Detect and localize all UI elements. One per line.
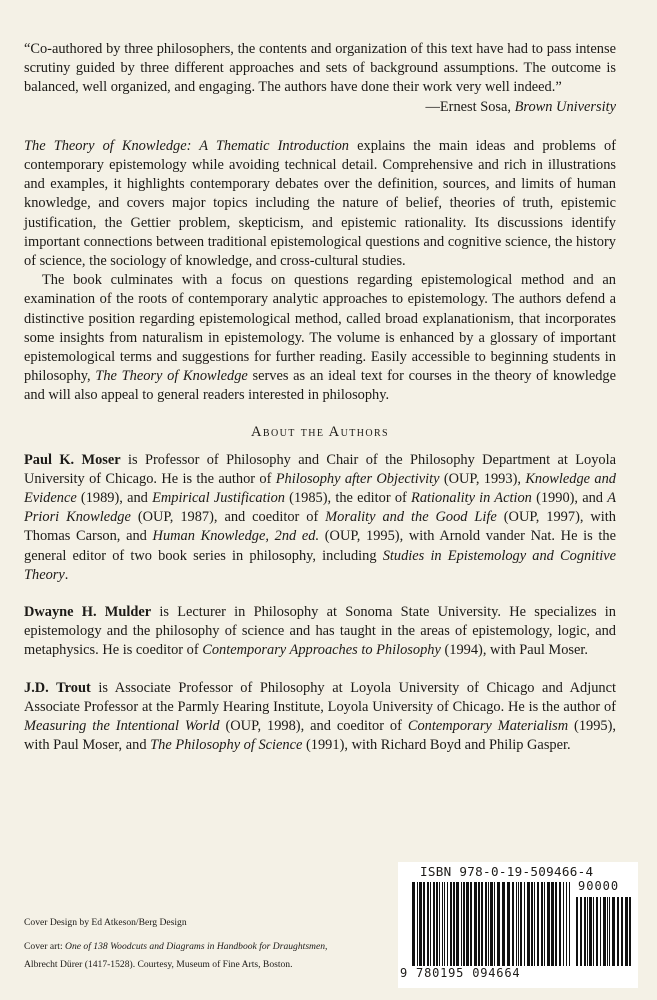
barcode-bar	[555, 882, 557, 966]
barcode-bar	[456, 882, 459, 966]
barcode-bar	[419, 882, 422, 966]
barcode-bar	[596, 897, 598, 966]
barcode-bar	[470, 882, 472, 966]
barcode-bar	[609, 897, 610, 966]
barcode-bar	[423, 882, 425, 966]
cover-credits	[24, 914, 384, 974]
barcode-bar	[612, 897, 615, 966]
barcode-bar	[512, 882, 514, 966]
cover-art-attribution: Albrecht Dürer (1417-1528). Courtesy, Museum of Fine Arts, Boston.	[24, 959, 293, 970]
barcode-bar	[547, 882, 550, 966]
author-bio-mulder: Dwayne H. Mulder is Lecturer in Philosophy at Sonoma State University. He specializes in epistemology and the philosophy of science and has taught in the areas of epistemology, logic, and metaphysics. He is coeditor of Contemporary Approaches to Philosophy (1994), with Paul Moser.	[24, 604, 616, 659]
book-title: The Theory of Knowledge: A Thematic Introduction	[24, 137, 350, 154]
barcode-bar	[430, 882, 431, 966]
barcode-bar	[488, 882, 489, 966]
barcode-bar	[412, 882, 415, 966]
barcode-bar	[563, 882, 564, 966]
price-code: 90000	[578, 879, 620, 893]
barcode-bar	[444, 882, 445, 966]
barcode-bar	[537, 882, 539, 966]
barcode-bars	[412, 882, 570, 966]
barcode-bar	[580, 897, 582, 966]
author-name: Paul K. Moser	[24, 451, 121, 468]
barcode-bar	[541, 882, 543, 966]
barcode-bar	[531, 882, 533, 966]
barcode-bar	[629, 897, 631, 966]
about-authors-heading: About the Authors	[250, 423, 390, 440]
description-paragraph-2: The book culminates with a focus on questions regarding epistemological method and an examination of the roots of contemporary analytic approaches to epistemology. The authors defend a distinctive position regarding epistemological method, called broad explanationism, that incorporates some insights from naturalism in epistemology. The volume is enhanced by a glossary of important epistemological terms and suggestions for further reading. Easily accessible to beginning students in philosophy, The Theory of Knowledge serves as an ideal text for courses in the theory of knowledge and will also appeal to general readers interested in philosophy.	[24, 272, 616, 404]
blurb-attribution: —Ernest Sosa, Brown University	[425, 98, 616, 115]
barcode-bar	[447, 882, 448, 966]
barcode-bar	[485, 882, 487, 966]
barcode-bar	[559, 882, 561, 966]
barcode-bar	[461, 882, 462, 966]
barcode-bar	[497, 882, 500, 966]
barcode-bar	[442, 882, 443, 966]
barcode-bar	[566, 882, 567, 966]
ean-number: 9 780195 094664	[400, 966, 521, 980]
blurb-quote: “Co-authored by three philosophers, the contents and organization of this text have had to pass intense scrutiny guided by three different approaches and sets of background assumptions. The outcome is balanced, well organized, and engaging. The authors have done their work very well indeed.” —Ernest Sosa, Brown University	[24, 40, 616, 117]
barcode-bar	[427, 882, 429, 966]
barcode-bar	[587, 897, 588, 966]
barcode-bar	[534, 882, 535, 966]
barcode-addon-bars	[576, 897, 632, 966]
barcode-bar	[481, 882, 483, 966]
barcode-bar	[544, 882, 545, 966]
barcode-bar	[524, 882, 525, 966]
barcode-bar	[439, 882, 440, 966]
barcode-bar	[593, 897, 594, 966]
barcode-bar	[589, 897, 592, 966]
barcode-bar	[436, 882, 438, 966]
barcode-bar	[603, 897, 606, 966]
barcode-bar	[621, 897, 623, 966]
isbn-barcode	[398, 862, 638, 988]
barcode-bar	[527, 882, 530, 966]
barcode-bar	[417, 882, 418, 966]
barcode-bar	[474, 882, 477, 966]
barcode-bar	[617, 897, 619, 966]
barcode-bar	[502, 882, 505, 966]
author-bio-moser: Paul K. Moser is Professor of Philosophy and Chair of the Philosophy Department at Loyola University of Chicago. He is the author of Philosophy after Objectivity (OUP, 1993), Knowledge and Evidence (1989), and Empirical Justification (1985), the editor of Rationality in Action (1990), and A Priori Knowledge (OUP, 1987), and coeditor of Morality and the Good Life (OUP, 1997), with Thomas Carson, and Human Knowledge, 2nd ed. (OUP, 1995), with Arnold vander Nat. He is the general editor of two book series in philosophy, including Studies in Epistemology and Cognitive Theory.	[24, 451, 616, 583]
barcode-bar	[569, 882, 570, 966]
barcode-bar	[625, 897, 628, 966]
book-title-short: The Theory of Knowledge	[95, 368, 248, 385]
author-bio-trout: J.D. Trout is Associate Professor of Philosophy at Loyola University of Chicago and Adjunct Associate Professor at the Parmly Hearing Institute, Loyola University of Chicago. He is the author of Measuring the Intentional World (OUP, 1998), and coeditor of Contemporary Materialism (1995), with Paul Moser, and The Philosophy of Science (1991), with Richard Boyd and Philip Gasper.	[24, 679, 616, 754]
barcode-bar	[576, 897, 578, 966]
barcode-bar	[478, 882, 480, 966]
cover-design-credit: Cover Design by Ed Atkeson/Berg Design	[24, 917, 187, 928]
barcode-bar	[584, 897, 586, 966]
barcode-bar	[453, 882, 455, 966]
barcode-bar	[466, 882, 469, 966]
barcode-bar	[463, 882, 465, 966]
barcode-bar	[518, 882, 519, 966]
barcode-bar	[490, 882, 493, 966]
barcode-bar	[600, 897, 601, 966]
author-name: Dwayne H. Mulder	[24, 604, 152, 621]
barcode-bar	[607, 897, 608, 966]
back-cover-text	[24, 40, 616, 774]
cover-art-credit: Cover art: One of 138 Woodcuts and Diagrams in Handbook for Draughtsmen,	[24, 941, 328, 952]
barcode-bar	[516, 882, 517, 966]
barcode-bar	[450, 882, 452, 966]
barcode-bar	[433, 882, 435, 966]
barcode-bar	[520, 882, 522, 966]
barcode-bar	[494, 882, 495, 966]
description-paragraph-1: The Theory of Knowledge: A Thematic Introduction explains the main ideas and problems of contemporary epistemology while avoiding technical detail. Comprehensive and rich in illustrations and examples, it highlights contemporary debates over the definition, sources, and limits of human knowledge, and covers major topics including the nature of belief, theories of truth, epistemic justification, the Gettier problem, skepticism, and epistemic rationality. Its discussions identify important connections between traditional epistemological questions and cognitive science, the history of science, the sociology of knowledge, and cross-cultural studies.	[24, 137, 617, 270]
author-name: J.D. Trout	[24, 679, 91, 696]
barcode-bar	[551, 882, 554, 966]
isbn-label: ISBN 978-0-19-509466-4	[420, 864, 594, 879]
barcode-bar	[507, 882, 510, 966]
